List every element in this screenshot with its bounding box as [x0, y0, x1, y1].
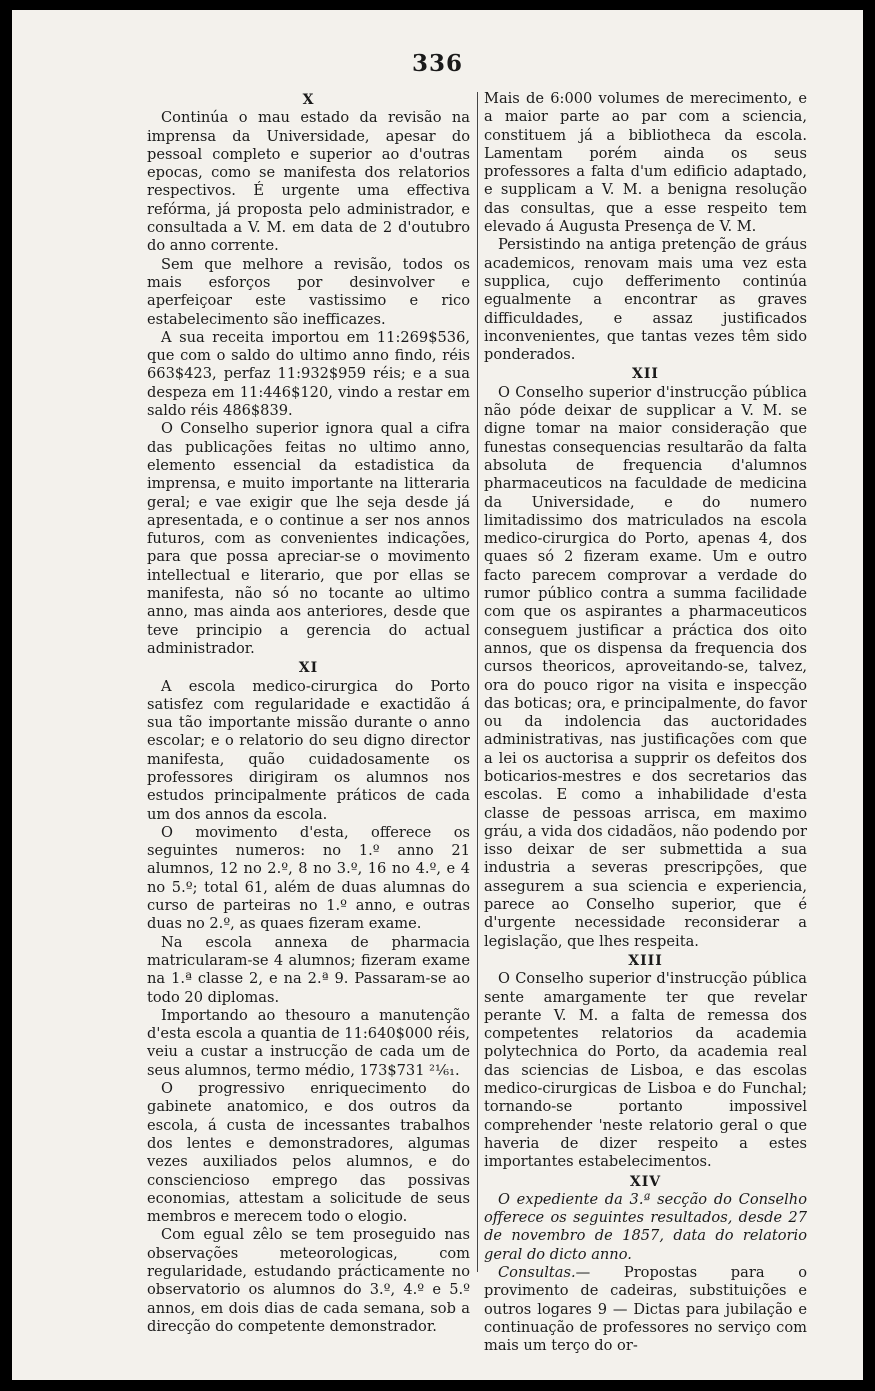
- section-heading: XII: [632, 366, 659, 383]
- paragraph: O movimento d'esta, offerece os seguintes numeros: no 1.º anno 21 alumnos, 12 no 2.º, 8 no 3.º, 16 no 4.º, e 4 no 5.º; total 61, além de duas alumnas do curso de parteiras no 1.º anno, e outras duas no 2.º, as quaes fizeram exame.: [147, 823, 470, 933]
- paragraph: O Conselho superior d'instrucção pública sente amargamente ter que revelar perante V. M. a falta de remessa dos competentes relatorios da academia polytechnica do Porto, da academia real das sciencias de Lisboa, e das escolas medico-cirurgicas de Lisboa e do Funchal; tornando-se portanto impossivel comprehender 'neste relatorio geral o que haveria de dizer respeito a estes importantes estabelecimentos.: [484, 970, 807, 1171]
- paragraph: O Conselho superior d'instrucção pública não póde deixar de supplicar a V. M. se digne tomar na maior consideração que funestas consequencias resultarão da falta absoluta de frequencia d'alumnos pharmaceuticos na faculdade de medicina da Universidade, e do numero limitadissimo dos matriculados na escola medico-cirurgica do Porto, apenas 4, dos quaes só 2 fizeram exame. Um e outro facto parecem comprovar a verdade do rumor público contra a summa facilidade com que os aspirantes a pharmaceuticos conseguem justificar a práctica dos oito annos, que os dispensa da frequencia dos cursos theoricos, aproveitando-se, talvez, ora do pouco rigor na visita e inspecção das boticas; ora, e principalmente, do favor ou da indolencia das auctoridades administrativas, nas justificações com que a lei os auctorisa a supprir os defeitos dos boticarios-mestres e dos secretarios das escolas. E como a inhabilidade d'esta classe de pessoas arrisca, em maximo gráu, a vida dos cidadãos, não podendo por isso deixar de ser submettida a sua industria a severas prescripções, que assegurem a sua sciencia e experiencia, parece ao Conselho superior, que é d'urgente necessidade reconsiderar a legislação, que lhes respeita.: [484, 383, 807, 950]
- section-heading: X: [302, 92, 315, 108]
- newspaper-page: [12, 10, 863, 1380]
- paragraph: O expediente da 3.ª secção do Conselho offerece os seguintes resultados, desde 27 de novembro de 1857, data do relatorio geral do dicto anno.: [484, 1190, 807, 1263]
- paragraph-text: — Propostas para o provimento de cadeiras, substituições e outros logares 9 — Dictas para jubilação e continuação de professores no serviço com mais um terço do or-: [484, 1264, 807, 1355]
- page-number: 336: [411, 50, 463, 77]
- paragraph: Sem que melhore a revisão, todos os mais esforços por desinvolver e aperfeiçoar este vastissimo e rico estabelecimento são inefficazes.: [147, 255, 470, 328]
- section-heading: XIII: [628, 952, 663, 969]
- paragraph: Importando ao thesouro a manutenção d'esta escola a quantia de 11:640$000 réis, veiu a custar a instrucção de cada um de seus alumnos, termo médio, 173$731 ²¹⁄₆₁.: [147, 1006, 470, 1079]
- paragraph: A sua receita importou em 11:269$536, que com o saldo do ultimo anno findo, réis 663$423, perfaz 11:932$959 réis; e a sua despeza em 11:446$120, vindo a restar em saldo réis 486$839.: [147, 328, 470, 420]
- paragraph: Com egual zêlo se tem proseguido nas observações meteorologicas, com regularidade, estudando prácticamente no observatorio os alumnos do 3.º, 4.º e 5.º annos, em dois dias de cada semana, sob a direcção do competente demonstrador.: [147, 1226, 470, 1335]
- paragraph: O Conselho superior ignora qual a cifra das publicações feitas no ultimo anno, elemento essencial da estadistica da imprensa, e muito importante na litteraria geral; e vae exigir que lhe seja desde já apresentada, e o continue a ser nos annos futuros, com as convenientes indicações, para que possa apreciar-se o movimento intellectual e literario, que por ellas se manifesta, não só no tocante ao ultimo anno, mas ainda aos anteriores, desde que teve principio a gerencia do actual administrador.: [147, 420, 470, 657]
- left-column: [147, 90, 470, 1336]
- paragraph: [484, 1264, 807, 1355]
- paragraph: O progressivo enriquecimento do gabinete anatomico, e dos outros da escola, á custa de incessantes trabalhos dos lentes e demonstradores, algumas vezes auxiliados pelos alumnos, e do consciencioso emprego das possivas economias, attestam a solicitude de seus membros e merecem todo o elogio.: [147, 1080, 470, 1226]
- column-divider: [477, 92, 478, 1272]
- section-heading: XI: [298, 660, 319, 677]
- paragraph-lead: Consultas.: [498, 1264, 576, 1281]
- section-heading: XIV: [629, 1173, 662, 1190]
- paragraph: Continúa o mau estado da revisão na imprensa da Universidade, apesar do pessoal completo e superior ao d'outras epocas, como se manifesta dos relatorios respectivos. É urgente uma effectiva refórma, já proposta pelo administrador, e consultada a V. M. em data de 2 d'outubro do anno corrente.: [147, 109, 470, 255]
- paragraph: Na escola annexa de pharmacia matricularam-se 4 alumnos; fizeram exame na 1.ª classe 2, e na 2.ª 9. Passaram-se ao todo 20 diplomas.: [147, 933, 470, 1006]
- paragraph: A escola medico-cirurgica do Porto satisfez com regularidade e exactidão á sua tão importante missão durante o anno escolar; e o relatorio do seu digno director manifesta, quão cuidadosamente os professores dirigiram os alumnos nos estudos principalmente práticos de cada um dos annos da escola.: [147, 677, 470, 823]
- right-column: [484, 90, 807, 1355]
- paragraph: Mais de 6:000 volumes de merecimento, e a maior parte ao par com a sciencia, constituem já a bibliotheca da escola. Lamentam porém ainda os seus professores a falta d'um edificio adaptado, e supplicam a V. M. a benigna resolução das consultas, que a esse respeito tem elevado á Augusta Presença de V. M.: [484, 90, 807, 236]
- paragraph: Persistindo na antiga pretenção de gráus academicos, renovam mais uma vez esta supplica, cujo defferimento continúa egualmente a encontrar as graves difficuldades, e assaz justificados inconvenientes, que tantas vezes têm sido ponderados.: [484, 236, 807, 364]
